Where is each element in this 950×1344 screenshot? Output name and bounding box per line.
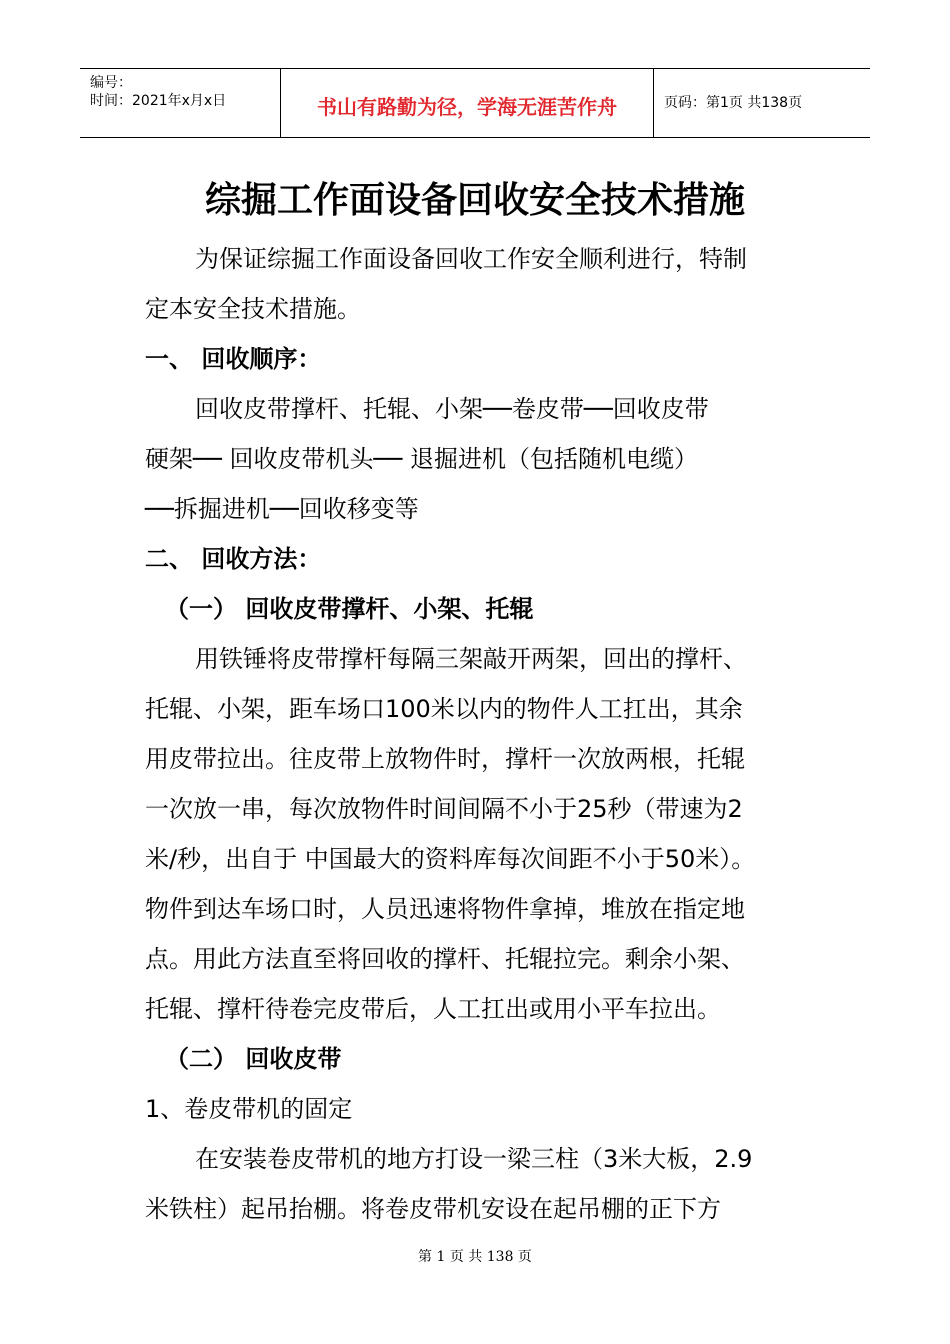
header-info-cell	[80, 69, 281, 137]
header-page-cell	[654, 69, 870, 137]
paragraph-1-line-5: 米/秒，出自于 中国最大的资料库每次间距不小于50米）。	[145, 845, 756, 873]
paragraph-2-line-1: 在安装卷皮带机的地方打设一梁三柱（3米大板，2.9	[195, 1145, 753, 1173]
intro-line-1: 为保证综掘工作面设备回收工作安全顺利进行，特制	[195, 245, 747, 273]
subsection-1-heading: （一） 回收皮带撑杆、小架、托辊	[165, 595, 534, 623]
motto: 书山有路勤为径，学海无涯苦作舟	[317, 95, 617, 119]
page-footer: 第 1 页 共 138 页	[418, 1249, 532, 1265]
paragraph-1-line-2: 托辊、小架，距车场口100米以内的物件人工扛出，其余	[145, 695, 743, 723]
header-table	[80, 68, 870, 138]
page-info: 页码：第1页 共138页	[664, 95, 803, 111]
serial-label: 编号：	[90, 75, 132, 91]
paragraph-1-line-8: 托辊、撑杆待卷完皮带后，人工扛出或用小平车拉出。	[145, 995, 721, 1023]
item-1-heading: 1、卷皮带机的固定	[145, 1095, 353, 1123]
paragraph-1-line-1: 用铁锤将皮带撑杆每隔三架敲开两架，回出的撑杆、	[195, 645, 747, 673]
section-1-line-3: ──拆掘进机──回收移变等	[145, 495, 419, 523]
document-title: 综掘工作面设备回收安全技术措施	[204, 180, 745, 221]
subsection-2-heading: （二） 回收皮带	[165, 1045, 342, 1073]
header-motto-cell	[281, 69, 654, 137]
section-2-heading: 二、 回收方法：	[145, 545, 322, 573]
section-1-heading: 一、 回收顺序：	[145, 345, 322, 373]
paragraph-1-line-6: 物件到达车场口时，人员迅速将物件拿掉，堆放在指定地	[145, 895, 745, 923]
paragraph-1-line-7: 点。用此方法直至将回收的撑杆、托辊拉完。剩余小架、	[145, 945, 745, 973]
paragraph-1-line-3: 用皮带拉出。往皮带上放物件时，撑杆一次放两根，托辊	[145, 745, 745, 773]
paragraph-2-line-2: 米铁柱）起吊抬棚。将卷皮带机安设在起吊棚的正下方	[145, 1195, 721, 1223]
intro-line-2: 定本安全技术措施。	[145, 295, 361, 323]
section-1-line-2: 硬架── 回收皮带机头── 退掘进机（包括随机电缆）	[145, 445, 699, 473]
paragraph-1-line-4: 一次放一串，每次放物件时间间隔不小于25秒（带速为2	[145, 795, 743, 823]
time-label: 时间：2021年x月x日	[90, 93, 227, 109]
section-1-line-1: 回收皮带撑杆、托辊、小架──卷皮带──回收皮带	[195, 395, 709, 423]
